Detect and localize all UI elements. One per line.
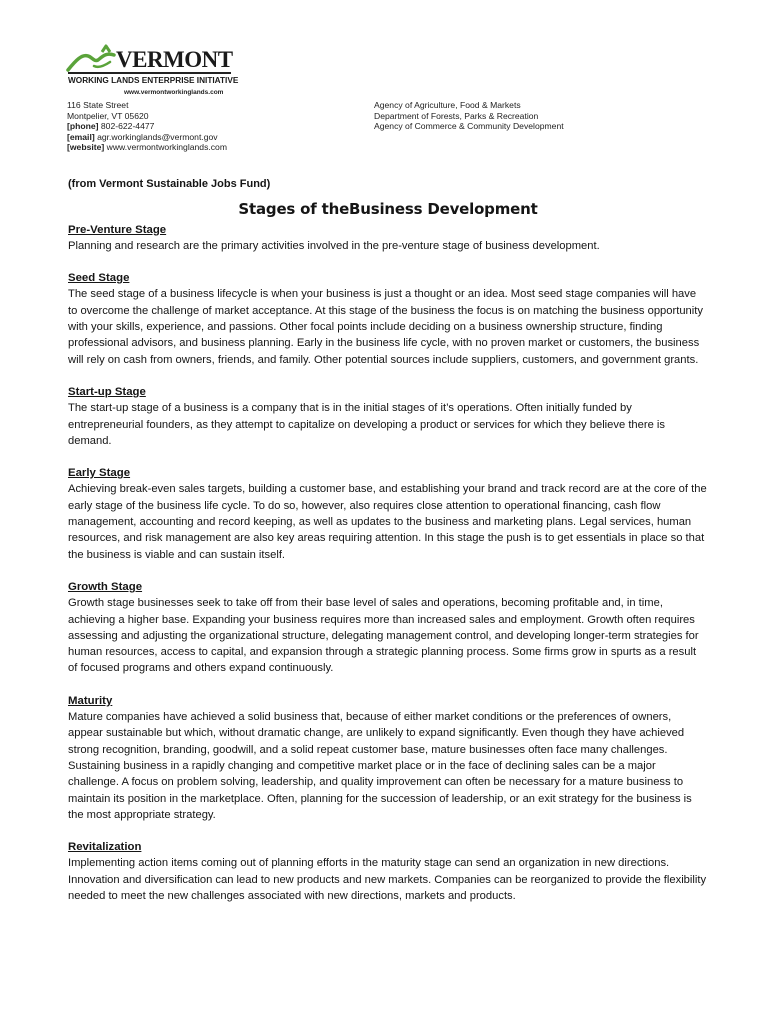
section-heading: Pre-Venture Stage (68, 223, 167, 236)
section-body: Growth stage businesses seek to take off from their base level of sales and operations, becoming profitable and, in time, achieving a higher base. Expanding your business requires more than increased sales and employment. Growth often requires assessing and adjusting the organizational structure, delegating management control, and developing longer-term strategies for human resources, access to capital, and expansion through a strategic planning process. Some firms grow in spurts as a result of focused programs and others expand continuously. (68, 597, 699, 675)
section-body: Mature companies have achieved a solid business that, because of either market conditions or the preferences of owners, appear sustainable but which, without dramatic change, are unlikely to expand significantly. Even though they have achieved strong recognition, branding, goodwill, and a solid repeat customer base, mature businesses often face many challenges. Sustaining business in a rapidly changing and competitive market place or in the face of declining sales can be a major challenge. A focus on problem solving, leadership, and quality improvement can often be necessary for a mature business to maintain its position in the marketplace. Often, planning for the succession of leadership, or an exit strategy for the business is the most appropriate strategy. (68, 711, 692, 821)
section-body: The seed stage of a business lifecycle is when your business is just a thought or an idea. Most seed stage companies will have to overcome the challenge of market acceptance. At this stage of the business the focus is on matching the business opportunity with your skills, experience, and passions. Other focal points include deciding on a business ownership structure, finding professional advisors, and business planning. Early in the business life cycle, with no proven market or customers, the business will rely on cash from owners, friends, and family. Other potential sources include suppliers, customers, and government grants. (68, 288, 703, 366)
address-email-line (67, 132, 227, 143)
website-value: www.vermontworkinglands.com (104, 142, 227, 152)
section-early (68, 465, 708, 563)
agency-item: Department of Forests, Parks & Recreation (374, 110, 539, 121)
email-label: [email] (67, 131, 95, 142)
section-seed (68, 270, 708, 368)
section-heading: Seed Stage (68, 272, 130, 285)
section-growth (68, 579, 708, 677)
vermont-working-lands-logo (66, 44, 239, 102)
logo-org-subtitle: WORKING LANDS ENTERPRISE INITIATIVE (68, 75, 239, 85)
logo-url: www.vermontworkinglands.com (124, 89, 224, 96)
agency-item: Agency of Commerce & Community Development (374, 121, 564, 131)
logo-org-name: VERMONT (116, 47, 233, 72)
address-block (67, 100, 227, 153)
section-start-up (68, 384, 708, 449)
address-phone-line (67, 121, 227, 132)
website-label: [website] (67, 142, 105, 152)
address-city: Montpelier, VT 05620 (67, 110, 149, 121)
section-body: The start-up stage of a business is a company that is in the initial stages of it’s operations. Often initially funded by entrepreneurial founders, as they attempt to capitalize on developing a product or services for which they believe there is demand. (68, 402, 666, 447)
document-title: Stages of theBusiness Development (238, 200, 538, 219)
section-body: Implementing action items coming out of planning efforts in the maturity stage can send an organization in new directions. Innovation and diversification can lead to new products and new markets. Companies can be reorganized to provide the flexibility needed to meet the new challenges associated with new directions, markets and products. (68, 857, 707, 902)
section-heading: Start-up Stage (68, 385, 146, 398)
section-maturity (68, 693, 708, 823)
logo-divider (68, 72, 231, 74)
section-body: Achieving break-even sales targets, building a customer base, and establishing your brand and track record are at the core of the early stage of the business life cycle. To do so, however, also requires close attention to operational financing, cash flow management, accounting and record keeping, as well as updates to the business and marketing plans. Legal services, human resources, and risk management are also key areas requiring attention. In this stage the push is to get essentials in place so that the business is viable and can sustain itself. (68, 483, 707, 561)
document-content (68, 176, 708, 920)
section-body: Planning and research are the primary activities involved in the pre-venture stage of business development. (68, 239, 600, 252)
phone-label: [phone] (67, 121, 99, 131)
source-note: (from Vermont Sustainable Jobs Fund) (68, 178, 271, 190)
section-heading: Revitalization (68, 841, 142, 854)
section-pre-venture (68, 222, 708, 255)
section-heading: Growth Stage (68, 580, 143, 593)
section-heading: Maturity (68, 694, 113, 707)
agency-item: Agency of Agriculture, Food & Markets (374, 100, 521, 110)
address-street: 116 State Street (67, 100, 129, 110)
email-value: agr.workinglands@vermont.gov (94, 131, 218, 142)
section-revitalization (68, 839, 708, 904)
phone-value: 802-622-4477 (98, 121, 155, 131)
section-heading: Early Stage (68, 467, 131, 480)
agency-list (374, 100, 564, 132)
address-website-line (67, 142, 227, 153)
